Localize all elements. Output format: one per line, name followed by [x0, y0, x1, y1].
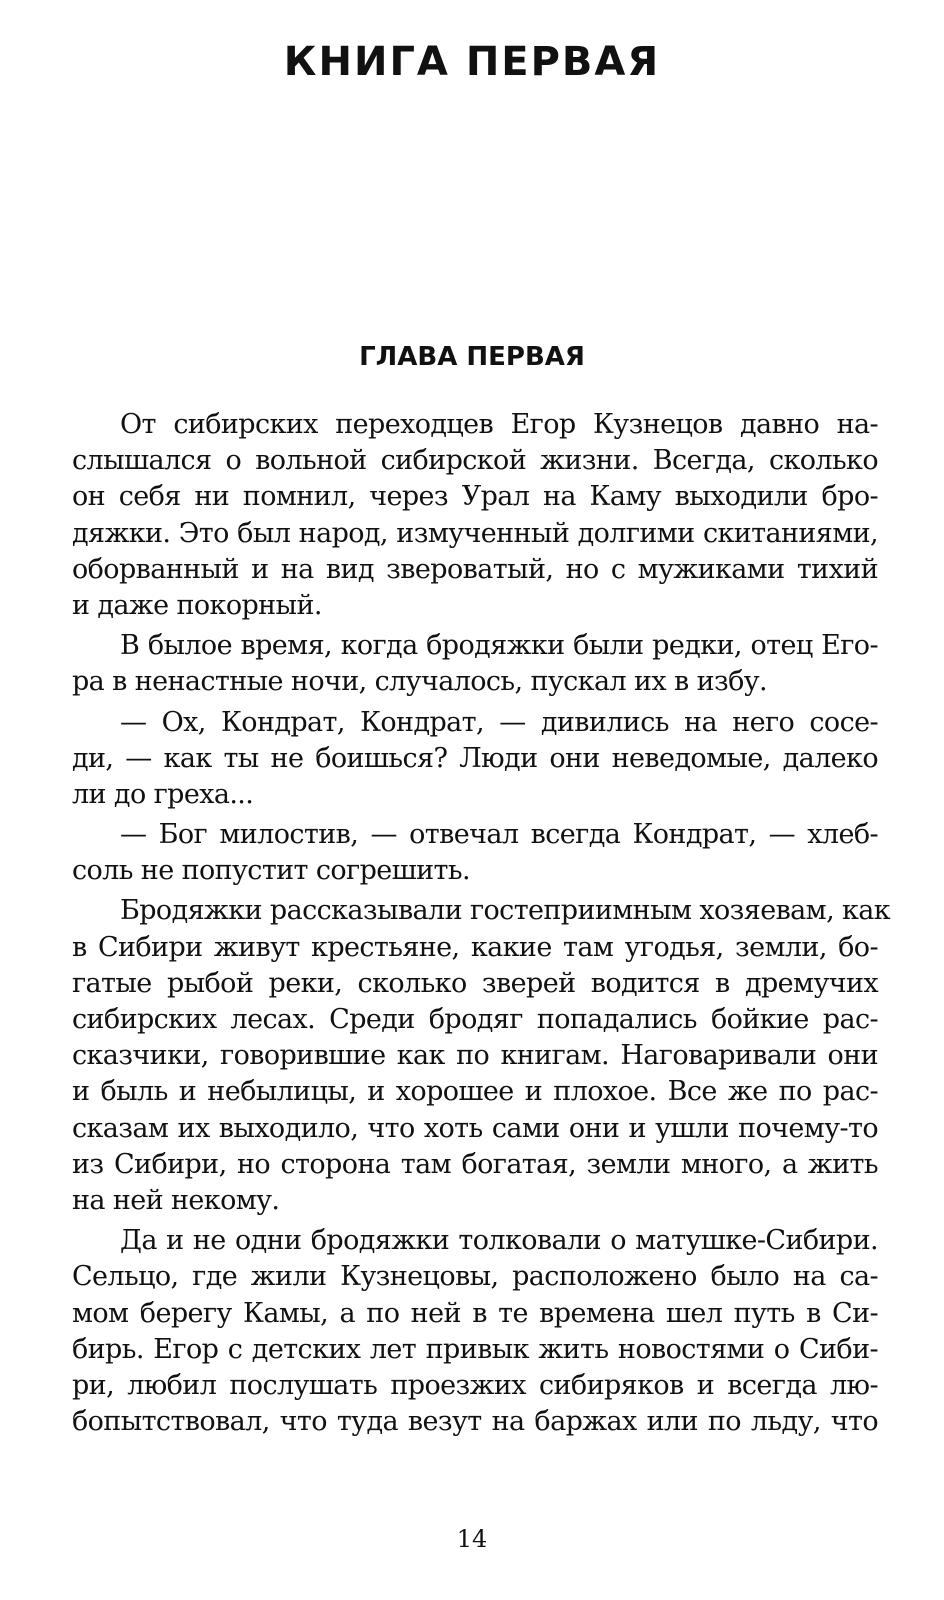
text-line: гатые рыбой реки, сколько зверей водится в дремучих	[72, 967, 878, 999]
text-line: мом берегу Камы, а по ней в те времена шел путь в Си-	[72, 1297, 878, 1329]
text-line: бопытствовал, что туда везут на баржах или по льду, что	[72, 1406, 878, 1438]
text-line: дяжки. Это был народ, измученный долгими скитаниями,	[72, 517, 878, 549]
paragraph	[72, 1223, 878, 1440]
text-line: он себя ни помнил, через Урал на Каму выходили бро-	[72, 481, 878, 513]
paragraph	[72, 893, 891, 1219]
text-line: и даже покорный.	[72, 589, 322, 621]
text-line: соль не попустит согрешить.	[72, 855, 470, 887]
text-line: ди, — как ты не боишься? Люди они неведомые, далеко	[72, 742, 878, 774]
text-line: сибирских лесах. Среди бродяг попадались бойкие рас-	[72, 1004, 878, 1035]
paragraph	[72, 628, 878, 700]
text-line: и быль и небылицы, и хорошее и плохое. Все же по рас-	[72, 1076, 878, 1108]
paragraph	[72, 407, 878, 624]
text-line: на ней некому.	[72, 1184, 280, 1216]
text-line: ри, любил послушать проезжих сибиряков и всегда лю-	[72, 1369, 878, 1401]
text-line: От сибирских переходцев Егор Кузнецов давно на-	[120, 409, 878, 440]
page-number: 14	[456, 1525, 488, 1553]
text-line: Бродяжки рассказывали гостеприимным хозяевам, как	[120, 895, 891, 927]
text-line: оборванный и на вид звероватый, но с мужиками тихий	[72, 553, 878, 585]
paragraph	[72, 705, 878, 814]
chapter-title: ГЛАВА ПЕРВАЯ	[359, 342, 585, 372]
text-line: ли до греха...	[72, 778, 254, 810]
text-line: в Сибири живут крестьяне, какие там угодья, земли, бо-	[72, 931, 878, 963]
body-text	[72, 407, 891, 1440]
text-line: сказчики, говорившие как по книгам. Наговаривали они	[72, 1040, 878, 1072]
book-title: КНИГА ПЕРВАЯ	[283, 39, 661, 85]
text-line: — Ох, Кондрат, Кондрат, — дивились на него сосе-	[120, 706, 878, 738]
text-line: слышался о вольной сибирской жизни. Всегда, сколько	[72, 445, 878, 477]
text-line: — Бог милостив, — отвечал всегда Кондрат, — хлеб-	[120, 819, 878, 851]
text-line: В былое время, когда бродяжки были редки, отец Его-	[120, 630, 878, 662]
paragraph	[72, 817, 878, 889]
text-line: из Сибири, но сторона там богатая, земли много, а жить	[72, 1148, 878, 1180]
text-line: бирь. Егор с детских лет привык жить новостями о Сиби-	[72, 1333, 878, 1365]
text-line: ра в ненастные ночи, случалось, пускал их в избу.	[72, 666, 768, 698]
text-line: сказам их выходило, что хоть сами они и ушли почему-то	[72, 1112, 878, 1144]
text-line: Да и не одни бродяжки толковали о матушке-Сибири.	[120, 1225, 878, 1257]
text-line: Сельцо, где жили Кузнецовы, расположено было на са-	[72, 1261, 878, 1293]
